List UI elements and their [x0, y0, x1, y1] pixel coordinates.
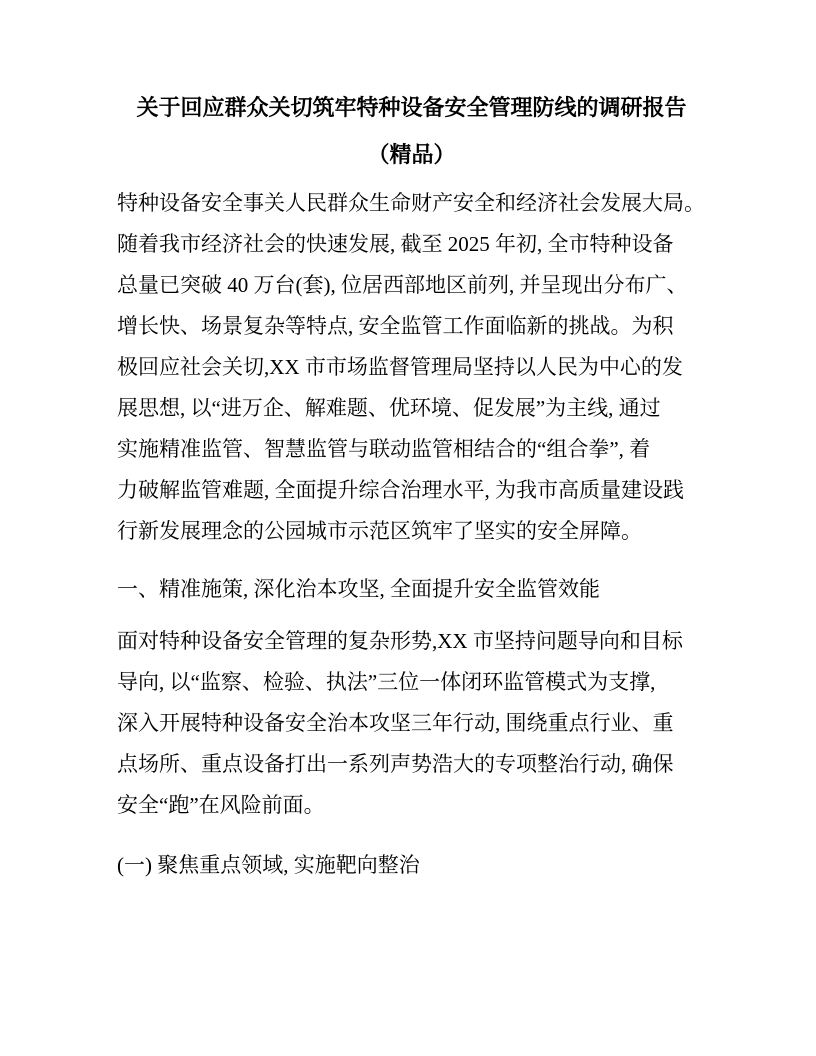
- text-line: 深入开展特种设备安全治本攻坚三年行动, 围绕重点行业、重: [117, 711, 674, 735]
- title-line-1: 关于回应群众关切筑牢特种设备安全管理防线的调研报告: [136, 95, 687, 120]
- text-line: 极回应社会关切,XX 市市场监督管理局坚持以人民为中心的发: [117, 355, 683, 379]
- text-line: 增长快、场景复杂等特点, 安全监管工作面临新的挑战。为积: [117, 314, 674, 338]
- text-line: 总量已突破 40 万台(套), 位居西部地区前列, 并呈现出分布广、: [117, 273, 688, 297]
- paragraph-intro: [117, 183, 706, 552]
- section-heading-1: 一、精准施策, 深化治本攻坚, 全面提升安全监管效能: [117, 577, 600, 601]
- paragraph-section-1: [117, 621, 706, 826]
- subsection-heading-1: (一) 聚焦重点领域, 实施靶向整治: [117, 853, 420, 877]
- text-line: 安全“跑”在风险前面。: [117, 793, 325, 817]
- text-line: 导向, 以“监察、检验、执法”三位一体闭环监管模式为支撑,: [117, 670, 656, 694]
- title-subtitle: （精品）: [367, 142, 456, 167]
- text-line: 点场所、重点设备打出一系列声势浩大的专项整治行动, 确保: [117, 752, 674, 776]
- text-line: 展思想, 以“进万企、解难题、优环境、促发展”为主线, 通过: [117, 396, 661, 420]
- text-line: 行新发展理念的公园城市示范区筑牢了坚实的安全屏障。: [117, 519, 642, 543]
- text-line: 实施精准监管、智慧监管与联动监管相结合的“组合拳”, 着: [117, 437, 651, 461]
- text-line: 力破解监管难题, 全面提升综合治理水平, 为我市高质量建设践: [117, 478, 684, 502]
- document-title: [117, 84, 706, 178]
- text-line: 面对特种设备安全管理的复杂形势,XX 市坚持问题导向和目标: [117, 629, 683, 653]
- text-line: 随着我市经济社会的快速发展, 截至 2025 年初, 全市特种设备: [117, 232, 674, 256]
- text-line: 特种设备安全事关人民群众生命财产安全和经济社会发展大局。: [117, 191, 705, 215]
